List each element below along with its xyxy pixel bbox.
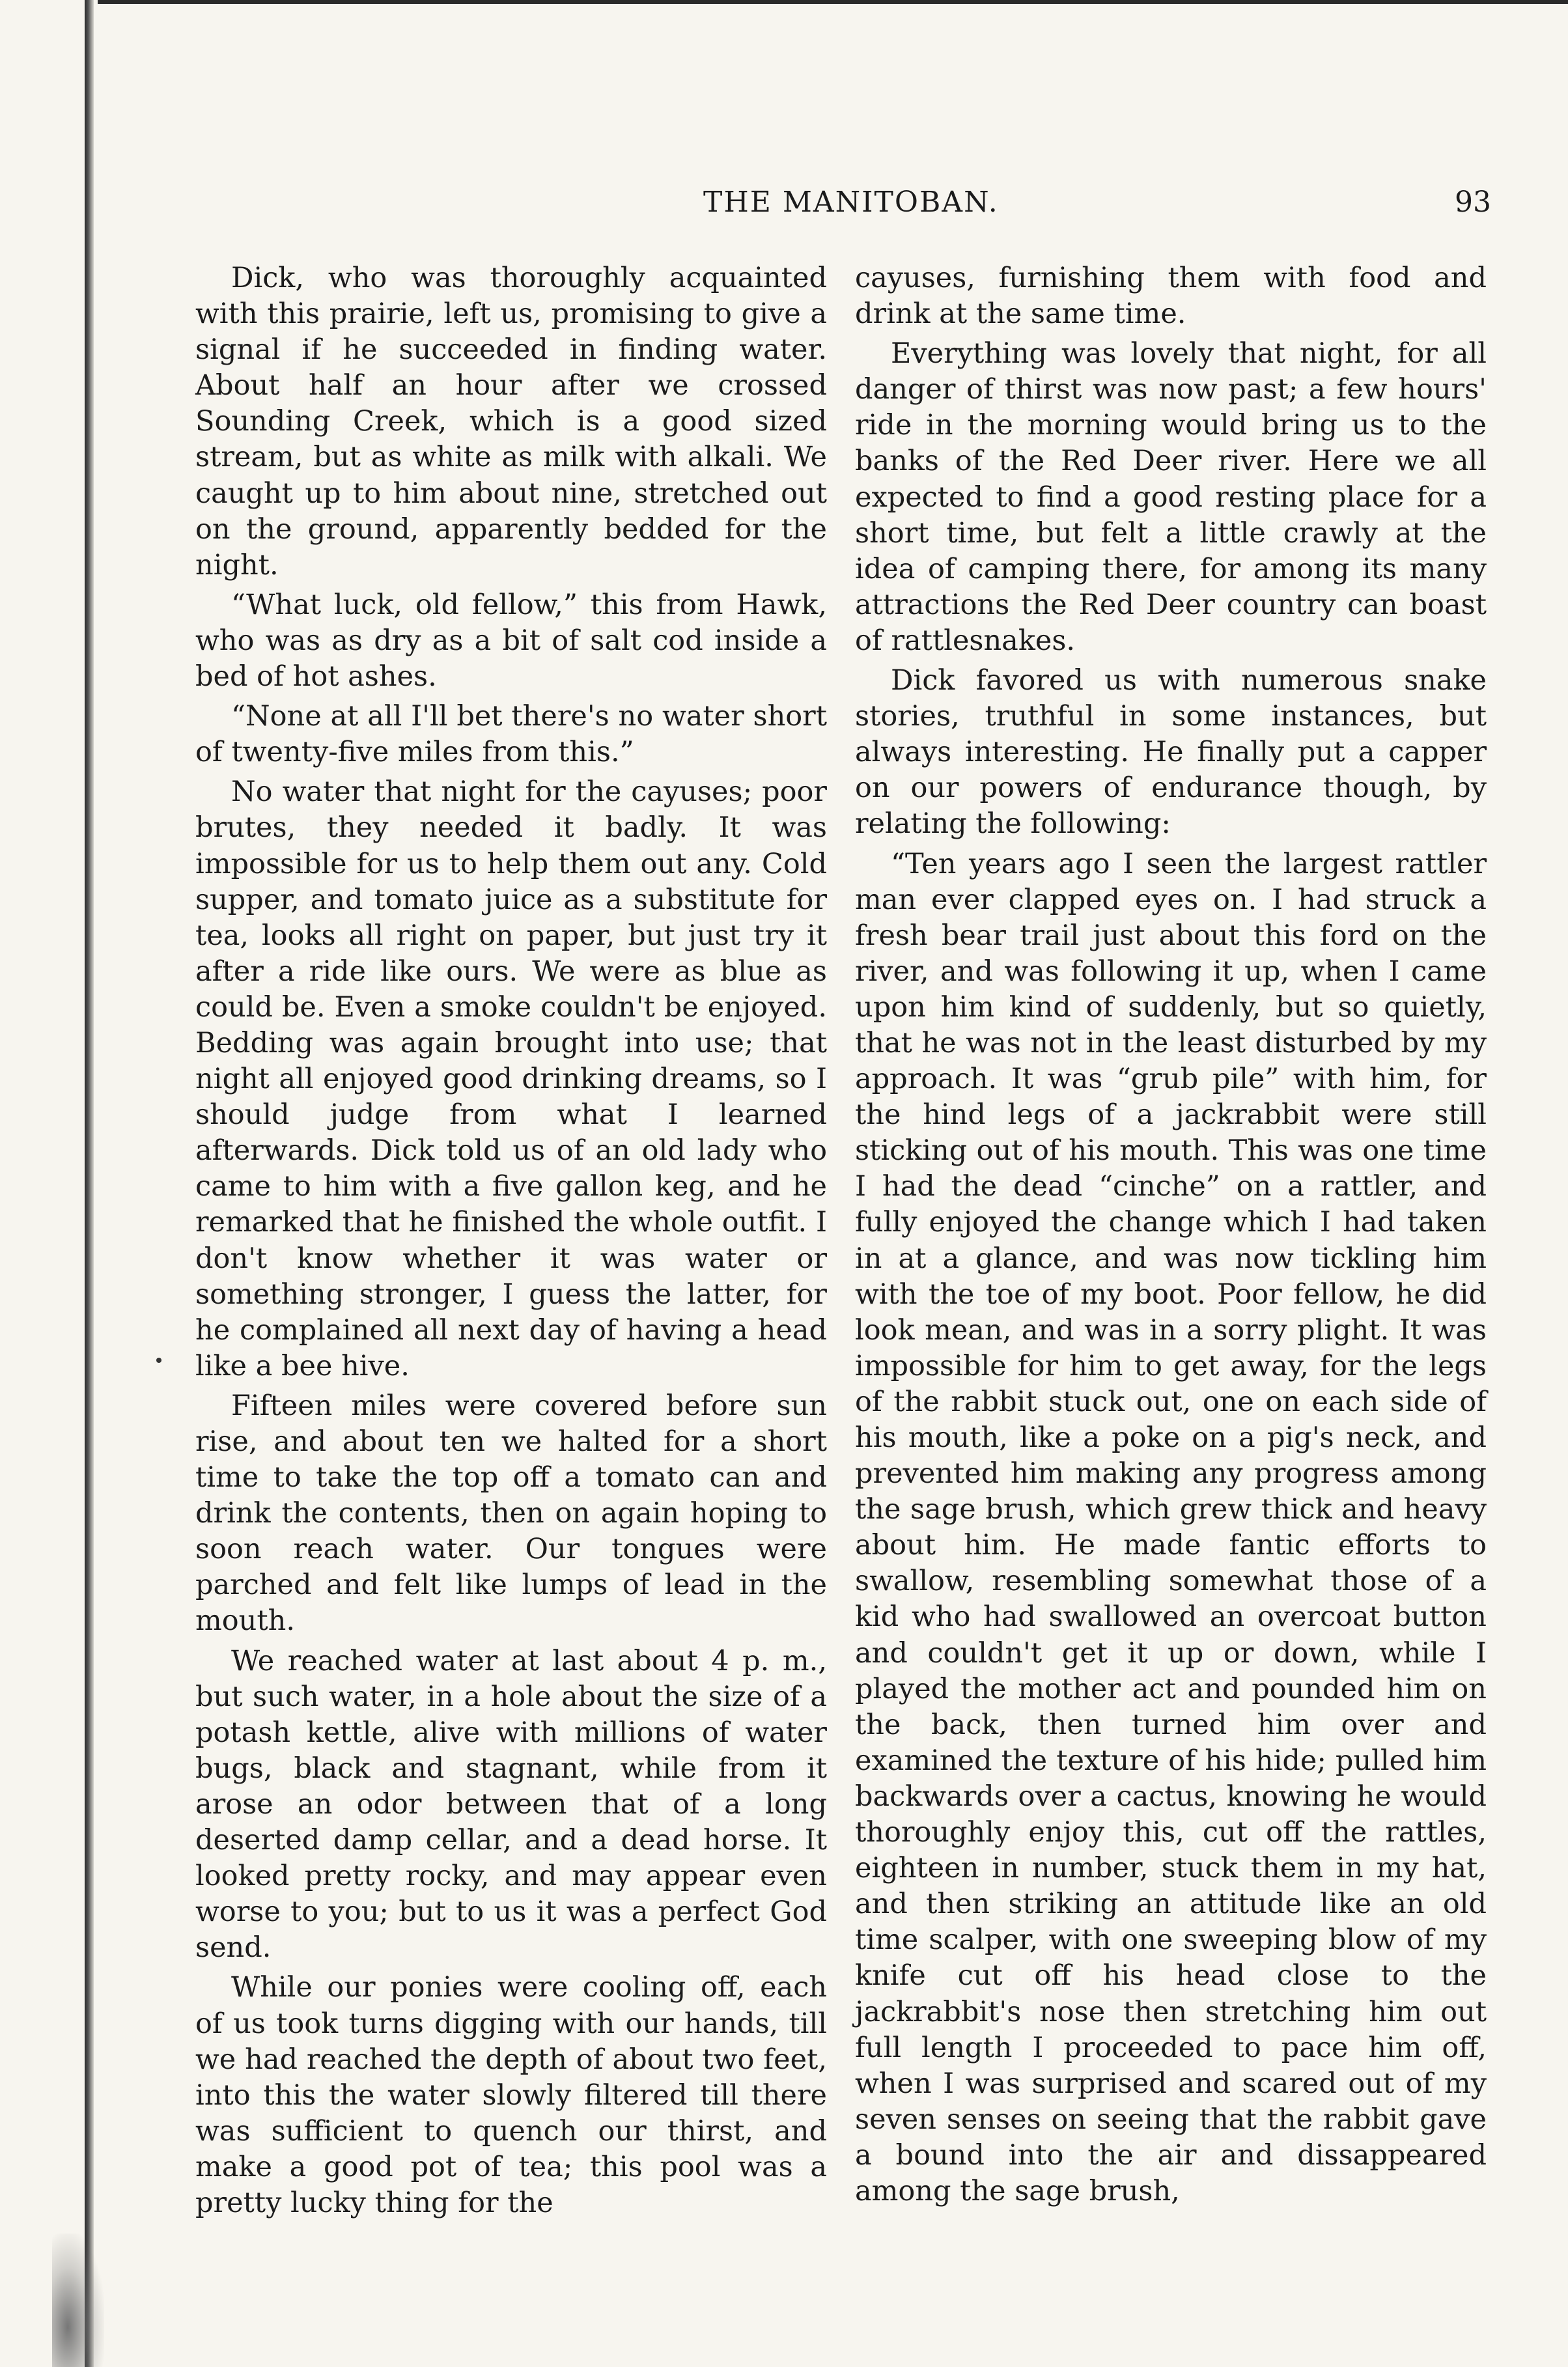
- page-number: 93: [1455, 186, 1491, 219]
- paragraph: While our ponies were cooling off, each of us took turns digging with our hands, till we had reached the depth of about two feet, into this the water slowly filtered till there was sufficient to quench our thirst, and make a good pot of tea; this pool was a pretty lucky thing for the: [195, 1971, 827, 2219]
- paragraph: “What luck, old fellow,” this from Hawk, who was as dry as a bit of salt cod inside a bed of hot ashes.: [195, 588, 827, 693]
- paragraph: “Ten years ago I seen the largest rattler man ever clapped eyes on. I had struck a fresh bear trail just about this ford on the river, and was following it up, when I came upon him kind of suddenly, but so quietly, that he was not in the least disturbed by my approach. It was “grub pile” with him, for the hind legs of a jackrabbit were still sticking out of his mouth. This was one time I had the dead “cinche” on a rattler, and fully enjoyed the change which I had taken in at a glance, and was now tickling him with the toe of my boot. Poor fellow, he did look mean, and was in a sorry plight. It was impossible for him to get away, for the legs of the rabbit stuck out, one on each side of his mouth, like a poke on a pig's neck, and prevented him making any progress among the sage brush, which grew thick and heavy about him. He made fantic efforts to swallow, resembling somewhat those of a kid who had swallowed an overcoat button and couldn't get it up or down, while I played the mother act and pounded him on the back, then turned him over and examined the texture of his hide; pulled him backwards over a cactus, knowing he would thoroughly enjoy this, cut off the rattles, eighteen in number, stuck them in my hat, and then striking an attitude like an old time scalper, with one sweeping blow of my knife cut off his head close to the jackrabbit's nose then stretching him out full length I proceeded to pace him off, when I was surprised and scared out of my seven senses on seeing that the rabbit gave a bound into the air and dissappeared among the sage brush,: [855, 847, 1487, 2207]
- page-top-rule: [98, 0, 1568, 4]
- paragraph: Everything was lovely that night, for all danger of thirst was now past; a few hours' ride in the morning would bring us to the banks of the Red Deer river. Here we all expected to find a good resting place for a short time, but felt a little crawly at the idea of camping there, for among its many attractions the Red Deer country can boast of rattlesnakes.: [855, 337, 1487, 657]
- paragraph: No water that night for the cayuses; poor brutes, they needed it badly. It was impossible for us to help them out any. Cold supper, and tomato juice as a substitute for tea, looks all right on paper, but just try it after a ride like ours. We were as blue as could be. Even a smoke couldn't be enjoyed. Bedding was again brought into use; that night all enjoyed good drinking dreams, so I should judge from what I learned afterwards. Dick told us of an old lady who came to him with a five gallon keg, and he remarked that he finished the whole outfit. I don't know whether it was water or something stronger, I guess the latter, for he complained all next day of having a head like a bee hive.: [195, 776, 827, 1382]
- paragraph: We reached water at last about 4 p. m., but such water, in a hole about the size of a potash kettle, alive with millions of water bugs, black and stagnant, while from it arose an odor between that of a long deserted damp cellar, and a dead horse. It looked pretty rocky, and may appear even worse to you; but to us it was a perfect God send.: [195, 1644, 827, 1965]
- paragraph: Dick favored us with numerous snake stories, truthful in some instances, but always interesting. He finally put a capper on our powers of endurance though, by relating the following:: [855, 664, 1487, 841]
- paragraph: “None at all I'll bet there's no water short of twenty-five miles from this.”: [195, 700, 827, 769]
- paragraph: Fifteen miles were covered before sun rise, and about ten we halted for a short time to take the top off a tomato can and drink the contents, then on again hoping to soon reach water. Our tongues were parched and felt like lumps of lead in the mouth.: [195, 1389, 827, 1638]
- paragraph-continued: cayuses, furnishing them with food and drink at the same time.: [855, 262, 1487, 331]
- right-column: [855, 260, 1487, 2209]
- left-column: [195, 260, 827, 2221]
- page-header: [195, 186, 1491, 238]
- corner-smudge: [52, 2234, 104, 2367]
- paragraph: Dick, who was thoroughly acquainted with this prairie, left us, promising to give a signal if he succeeded in finding water. About half an hour after we crossed Sounding Creek, which is a good sized stream, but as white as milk with alkali. We caught up to him about nine, stretched out on the ground, apparently bedded for the night.: [195, 262, 827, 581]
- binding-edge: [85, 0, 94, 2367]
- ink-speck: [156, 1358, 161, 1363]
- running-title: THE MANITOBAN.: [703, 186, 999, 219]
